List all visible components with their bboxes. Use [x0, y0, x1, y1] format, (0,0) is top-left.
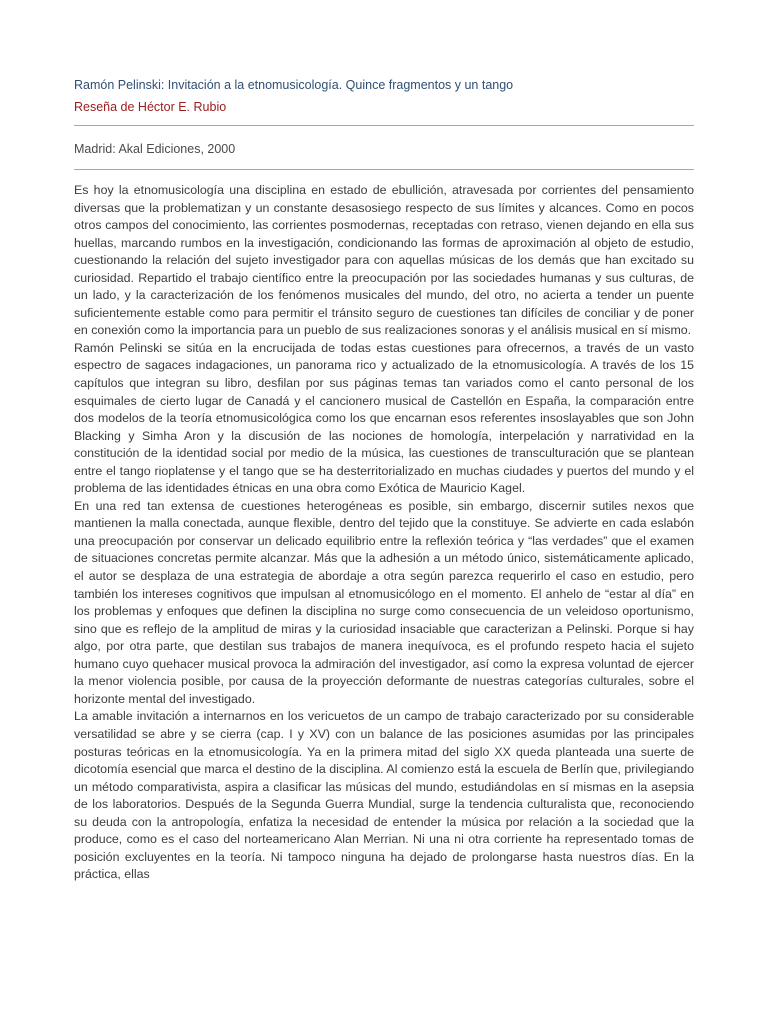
- paragraph: En una red tan extensa de cuestiones heterogéneas es posible, sin embargo, discernir sutiles nexos que mantienen la malla conectada, aunque flexible, dentro del tejido que la constituye. Se advierte en cada eslabón una preocupación por conservar un delicado equilibrio entre la reflexión teórica y “las verdades” que el examen de situaciones concretas permite alcanzar. Más que la adhesión a un método único, sistemáticamente aplicado, el autor se desplaza de una estrategia de abordaje a otra según parezca requerirlo el caso en estudio, pero también los intereses cognitivos que impulsan al etnomusicólogo en el momento. El anhelo de “estar al día” en los problemas y enfoques que definen la disciplina no surge como consecuencia de un veleidoso oportunismo, sino que es reflejo de la amplitud de miras y la curiosidad insaciable que caracterizan a Pelinski. Porque si hay algo, por otra parte, que destilan sus trabajos de manera inequívoca, es el profundo respeto hacia el sujeto humano cuyo quehacer musical provoca la admiración del investigador, así como la expresa voluntad de ejercer la menor violencia posible, por causa de la proyección deformante de nuestras categorías culturales, sobre el horizonte mental del investigado.: [74, 498, 694, 706]
- divider-bottom: [74, 169, 694, 170]
- review-author: Reseña de Héctor E. Rubio: [74, 100, 227, 114]
- paragraph: Ramón Pelinski se sitúa en la encrucijada de todas estas cuestiones para ofrecernos, a través de un vasto espectro de sagaces indagaciones, un panorama rico y actualizado de la etnomusicología. A través de los 15 capítulos que integran su libro, desfilan por sus páginas temas tan variados como el canto personal de los esquimales de cierto lugar de Canadá y el cancionero musical de Castellón en España, la comparación entre dos modelos de la teoría etnomusicológica como los que encarnan esos referentes insoslayables que son John Blacking y Simha Aron y la discusión de las nociones de homología, interpelación y narratividad en la constitución de la identidad social por medio de la música, las cuestiones de transculturación que se plantean entre el tango rioplatense y el tango que se ha desterritorializado en muchas ciudades y puertos del mundo y el problema de las identidades étnicas en una obra como Exótica de Mauricio Kagel.: [74, 340, 694, 496]
- book-title: Ramón Pelinski: Invitación a la etnomusicología. Quince fragmentos y un tango: [74, 78, 514, 92]
- review-body: [74, 182, 694, 884]
- paragraph: La amable invitación a internarnos en los vericuetos de un campo de trabajo caracterizado por su considerable versatilidad se abre y se cierra (cap. I y XV) con un balance de las posiciones asumidas por las principales posturas teóricas en la etnomusicología. Ya en la primera mitad del siglo XX queda planteada una suerte de dicotomía esencial que marca el destino de la disciplina. Al comienzo está la escuela de Berlín que, privilegiando un método comparativista, aspira a clasificar las músicas del mundo, estudiándolas en sí mismas en la asepsia de los laboratorios. Después de la Segunda Guerra Mundial, surge la tendencia culturalista que, reconociendo su deuda con la antropología, enfatiza la necesidad de entender la música por relación a la sociedad que la produce, como es el caso del norteamericano Alan Merrian. Ni una ni otra corriente ha representado tomas de posición excluyentes en la teoría. Ni tampoco ninguna ha dejado de prolongarse hasta nuestros días. En la práctica, ellas: [74, 709, 694, 882]
- paragraph: Es hoy la etnomusicología una disciplina en estado de ebullición, atravesada por corrientes del pensamiento diversas que la problematizan y un constante desasosiego respecto de sus límites y alcances. Como en pocos otros campos del conocimiento, las corrientes posmodernas, receptadas con retraso, vienen dejando en ella sus huellas, marcando rumbos en la investigación, condicionando las formas de aproximación al objeto de estudio, cuestionando la relación del sujeto investigador para con aquellas músicas de los demás que han excitado su curiosidad. Repartido el trabajo científico entre la preocupación por las sociedades humanas y sus culturas, de un lado, y la caracterización de los fenómenos musicales del mundo, del otro, no acierta a tender un puente suficientemente estable como para permitir el tránsito seguro de cuestiones tan difíciles de conciliar y de poner en conexión como la importancia para un pueblo de sus realizaciones sonoras y el análisis musical en sí mismo.: [74, 183, 694, 338]
- publication-info: Madrid: Akal Ediciones, 2000: [74, 142, 236, 156]
- divider-top: [74, 125, 694, 126]
